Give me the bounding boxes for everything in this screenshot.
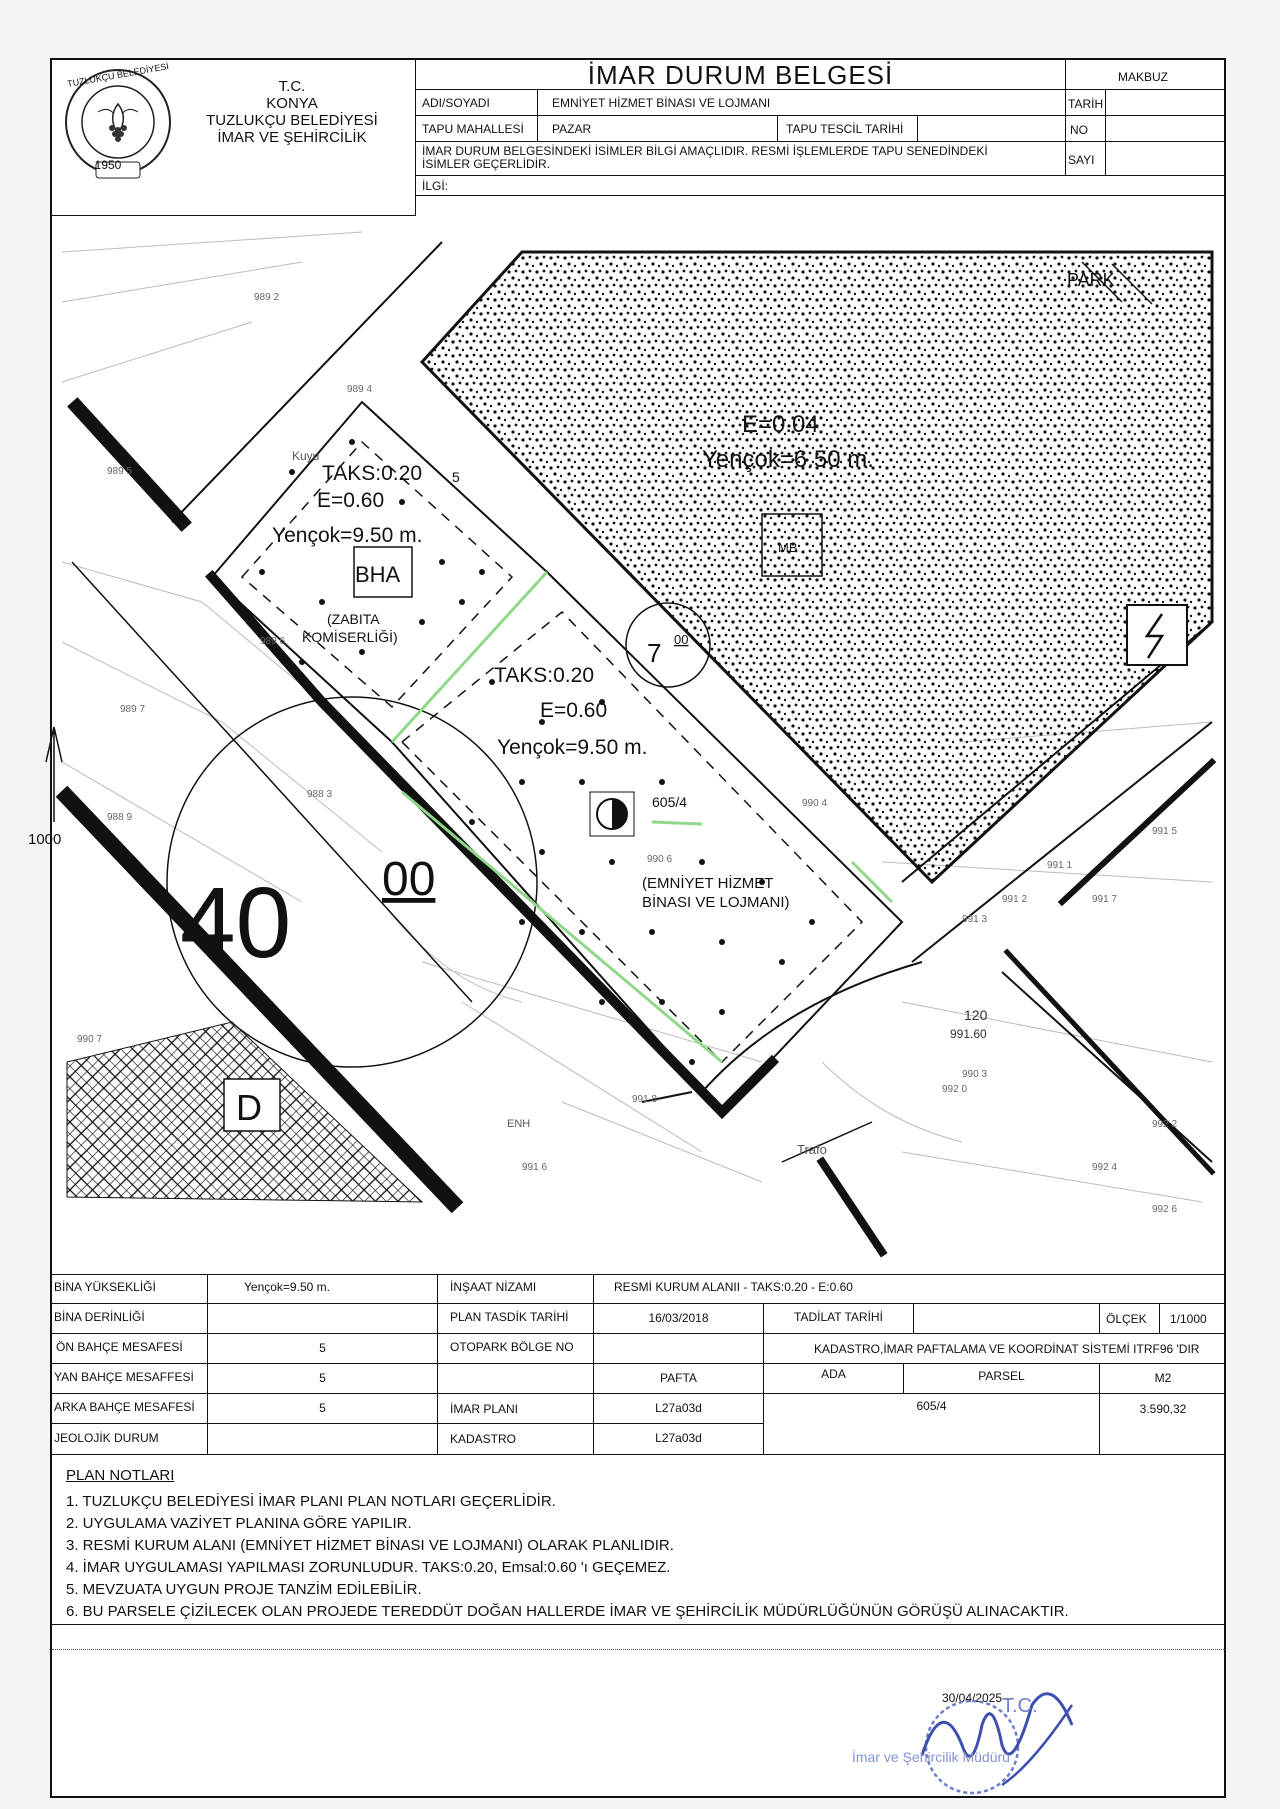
parcel-no: 605/4 — [652, 794, 688, 810]
olcek-value: 1/1000 — [1170, 1312, 1207, 1326]
tescil-label-cell — [778, 116, 918, 142]
no-value-cell — [1106, 116, 1226, 142]
tapu-mahallesi-label: TAPU MAHALLESİ — [422, 122, 524, 136]
title-cell — [416, 60, 1066, 90]
svg-text:988 3: 988 3 — [307, 789, 333, 800]
svg-text:120: 120 — [964, 1007, 988, 1023]
main-e: E=0.60 — [540, 699, 608, 722]
olcek-label: ÖLÇEK — [1106, 1312, 1147, 1326]
makbuz-label: MAKBUZ — [1118, 70, 1169, 84]
road-7: 7 — [647, 638, 662, 668]
main-taks: TAKS:0.20 — [494, 664, 594, 687]
otopark-label: OTOPARK BÖLGE NO — [450, 1340, 574, 1354]
note-item: 1. TUZLUKÇU BELEDİYESİ İMAR PLANI PLAN NOTLARI GEÇERLİDİR. — [66, 1493, 556, 1510]
zoning-map-drawing — [28, 216, 1226, 1274]
m2-label: M2 — [1154, 1371, 1172, 1385]
m2-value: 3.590,32 — [1139, 1402, 1187, 1416]
kuyu-label: Kuyu — [292, 449, 320, 463]
park-yencok: Yençok=6.50 m. — [702, 446, 874, 473]
bina-yuksekligi-value: Yençok=9.50 m. — [244, 1280, 330, 1294]
disclaimer-cell — [416, 142, 1066, 176]
page-title: İMAR DURUM BELGESİ — [587, 60, 894, 90]
plan-tasdik-value: 16/03/2018 — [648, 1311, 709, 1325]
imar-plani-pafta: L27a03d — [655, 1401, 702, 1415]
arka-bahce-label: ARKA BAHÇE MESAFESİ — [54, 1400, 195, 1414]
republic-label: T.C. — [278, 78, 306, 95]
svg-text:990 3: 990 3 — [962, 1069, 988, 1080]
road-7-sup: 00 — [674, 632, 689, 647]
city-label: KONYA — [266, 95, 318, 112]
sayi-label-cell — [1066, 142, 1106, 176]
svg-text:991 7: 991 7 — [1092, 894, 1118, 905]
yan-bahce-label: YAN BAHÇE MESAFFESİ — [54, 1370, 194, 1384]
trafo-label: Trafo — [797, 1142, 827, 1157]
parsel-label: PARSEL — [978, 1369, 1025, 1383]
kadastro-label: KADASTRO — [450, 1432, 517, 1446]
official-stamp-icon — [852, 1685, 1132, 1795]
sayi-value-cell — [1106, 142, 1226, 176]
svg-text:991 8: 991 8 — [632, 1094, 658, 1105]
emniyet-line2: BİNASI VE LOJMANI) — [642, 894, 790, 911]
tescil-value-cell — [918, 116, 1066, 142]
svg-text:992 2: 992 2 — [1152, 1119, 1178, 1130]
mahalle-value-cell — [538, 116, 778, 142]
adi-value-cell — [538, 90, 1066, 116]
tapu-tescil-label: TAPU TESCİL TARİHİ — [786, 122, 904, 136]
adi-soyadi-value: EMNİYET HİZMET BİNASI VE LOJMANI — [552, 96, 771, 110]
svg-text:988 9: 988 9 — [107, 812, 133, 823]
note-item: 4. İMAR UYGULAMASI YAPILMASI ZORUNLUDUR. TAKS:0.20, Emsal:0.60 'ı GEÇEMEZ. — [66, 1559, 671, 1576]
road-40-sup: 00 — [382, 853, 436, 906]
svg-text:990 7: 990 7 — [77, 1034, 103, 1045]
arka-bahce-value: 5 — [319, 1401, 326, 1415]
seal-text: TUZLUKÇU BELEDİYESİ — [66, 61, 170, 89]
svg-text:989 4: 989 4 — [347, 384, 373, 395]
mahalle-label-cell — [416, 116, 538, 142]
bha-yencok: Yençok=9.50 m. — [272, 524, 423, 547]
komiserligi-label: KOMİSERLİĞİ) — [302, 629, 398, 645]
notes-title: PLAN NOTLARI — [66, 1467, 175, 1484]
bha-label: BHA — [355, 562, 401, 587]
sayi-label: SAYI — [1068, 153, 1095, 167]
svg-text:989 2: 989 2 — [254, 292, 280, 303]
svg-text:989 5: 989 5 — [107, 466, 133, 477]
ilgi-cell — [416, 176, 1226, 196]
park-label: PARK — [1067, 270, 1115, 290]
tadilat-label: TADİLAT TARİHİ — [794, 1310, 883, 1324]
bina-yuksekligi-label: BİNA YÜKSEKLİĞİ — [54, 1280, 156, 1294]
on-bahce-label: ÖN BAHÇE MESAFESİ — [56, 1340, 183, 1354]
plan-tasdik-label: PLAN TASDİK TARİHİ — [450, 1310, 569, 1324]
bha-taks: TAKS:0.20 — [322, 462, 422, 485]
svg-text:990 6: 990 6 — [647, 854, 673, 865]
note-item: 2. UYGULAMA VAZİYET PLANINA GÖRE YAPILIR. — [66, 1515, 412, 1532]
note-item: 6. BU PARSELE ÇİZİLECEK OLAN PROJEDE TEREDDÜT DOĞAN HALLERDE İMAR VE ŞEHİRCİLİK MÜDÜRLÜĞÜNÜN GÖRÜŞÜ ALINACAKTIR. — [66, 1603, 1069, 1620]
insaat-nizami-label: İNŞAAT NİZAMI — [450, 1280, 537, 1294]
dotted-divider — [52, 1649, 1226, 1650]
main-yencok: Yençok=9.50 m. — [497, 736, 648, 759]
mb-label: MB — [778, 540, 798, 555]
department-label: İMAR VE ŞEHİRCİLİK — [217, 129, 367, 146]
svg-text:992 0: 992 0 — [942, 1084, 968, 1095]
svg-text:989 7: 989 7 — [120, 704, 146, 715]
enh-label: ENH — [507, 1118, 531, 1130]
road-40: 40 — [180, 867, 292, 979]
svg-text:991 6: 991 6 — [522, 1162, 548, 1173]
makbuz-cell — [1066, 60, 1226, 90]
svg-text:990 4: 990 4 — [802, 798, 828, 809]
on-bahce-value: 5 — [319, 1341, 326, 1355]
d-label: D — [236, 1087, 262, 1128]
svg-text:991 1: 991 1 — [1047, 860, 1073, 871]
note-item: 3. RESMİ KURUM ALANI (EMNİYET HİZMET BİNASI VE LOJMANI) OLARAK PLANLIDIR. — [66, 1537, 674, 1554]
seal-year: 1950 — [94, 158, 122, 172]
svg-text:991 3: 991 3 — [962, 914, 988, 925]
document-sheet — [28, 58, 1226, 1798]
issuer-block — [172, 78, 412, 146]
imar-plani-label: İMAR PLANI — [450, 1402, 519, 1416]
note-item: 5. MEVZUATA UYGUN PROJE TANZİM EDİLEBİLİR. — [66, 1581, 422, 1598]
no-label-cell — [1066, 116, 1106, 142]
svg-text:992 4: 992 4 — [1092, 1162, 1118, 1173]
emniyet-line1: (EMNİYET HİZMET — [642, 875, 774, 892]
insaat-nizami-value: RESMİ KURUM ALANII - TAKS:0.20 - E:0.60 — [614, 1280, 853, 1294]
municipality-label: TUZLUKÇU BELEDİYESİ — [206, 112, 378, 129]
stamp-line1: T.C. — [1002, 1695, 1038, 1717]
north-arrow-icon — [46, 727, 62, 822]
tapu-mahallesi-value: PAZAR — [552, 122, 592, 136]
kadastro-system: KADASTRO,İMAR PAFTALAMA VE KOORDİNAT SİSTEMİ ITRF96 'DIR — [814, 1342, 1200, 1356]
zabita-label: (ZABITA — [327, 611, 380, 627]
setback-5: 5 — [452, 469, 460, 485]
pafta-label: PAFTA — [660, 1371, 697, 1385]
zoning-table — [52, 1274, 1226, 1454]
adi-soyadi-label: ADI/SOYADI — [422, 96, 490, 110]
signature-date: 30/04/2025 — [942, 1691, 1003, 1705]
disclaimer-text: İMAR DURUM BELGESİNDEKİ İSİMLER BİLGİ AMAÇLIDIR. RESMİ İŞLEMLERDE TAPU SENEDİNDEKİ İSİMLER GEÇERLİDİR. — [422, 144, 988, 171]
yan-bahce-value: 5 — [319, 1371, 326, 1385]
plan-notes — [52, 1454, 1226, 1625]
zoning-map — [28, 216, 1226, 1275]
tarih-label-cell — [1066, 90, 1106, 116]
ilgi-label: İLGİ: — [422, 179, 449, 193]
signature-area — [52, 1624, 1226, 1799]
adi-label-cell — [416, 90, 538, 116]
no-label: NO — [1070, 123, 1088, 137]
tarih-value-cell — [1106, 90, 1226, 116]
ada-label: ADA — [821, 1367, 846, 1381]
notes-list — [66, 1491, 1206, 1623]
kadastro-pafta: L27a03d — [655, 1431, 702, 1445]
header-logo-block — [52, 60, 416, 216]
jeolojik-label: JEOLOJİK DURUM — [54, 1431, 159, 1445]
svg-text:991.60: 991.60 — [950, 1027, 987, 1041]
svg-text:991 2: 991 2 — [1002, 894, 1028, 905]
svg-text:991 5: 991 5 — [1152, 826, 1178, 837]
bha-e: E=0.60 — [317, 489, 385, 512]
bina-derinligi-label: BİNA DERİNLİĞİ — [54, 1310, 145, 1324]
tarih-label: TARİH — [1068, 97, 1104, 111]
road-7-circle — [626, 603, 710, 687]
svg-text:989 6: 989 6 — [260, 636, 286, 647]
stamp-line2: İmar ve Şehircilik Müdürü — [852, 1749, 1010, 1765]
ada-parsel-value: 605/4 — [916, 1399, 947, 1413]
park-e: E=0.04 — [742, 411, 819, 438]
north-label: 1000 — [28, 831, 62, 848]
svg-text:992 6: 992 6 — [1152, 1204, 1178, 1215]
